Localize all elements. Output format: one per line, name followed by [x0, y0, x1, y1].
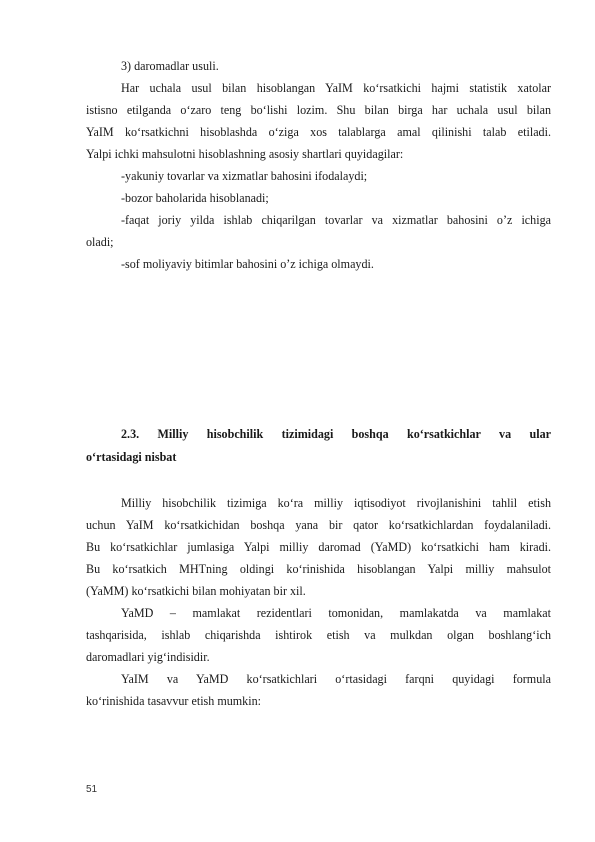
section-heading: 2.3. Milliy hisobchilik tizimidagi boshqa ko‘rsatkichlar va ular [121, 427, 551, 441]
text-line: daromadlari yig‘indisidir. [86, 650, 210, 664]
text-line: oladi; [86, 235, 114, 249]
text-line: tashqarisida, ishlab chiqarishda ishtirok etish va mulkdan olgan boshlang‘ich [86, 628, 551, 642]
text-line: istisno etilganda o‘zaro teng bo‘lishi lozim. Shu bilan birga har uchala usul bilan [86, 103, 551, 117]
text-line: uchun YaIM ko‘rsatkichidan boshqa yana bir qator ko‘rsatkichlardan foydalaniladi. [86, 518, 551, 532]
text-line: Yalpi ichki mahsulotni hisoblashning asosiy shartlari quyidagilar: [86, 147, 404, 161]
text-line: ko‘rinishida tasavvur etish mumkin: [86, 694, 261, 708]
text-line: YaIM va YaMD ko‘rsatkichlari o‘rtasidagi farqni quyidagi formula [121, 672, 551, 686]
section-heading-continued: o‘rtasidagi nisbat [86, 450, 177, 464]
text-line: Milliy hisobchilik tizimiga ko‘ra milliy iqtisodiyot rivojlanishini tahlil etish [121, 496, 551, 510]
list-item: -bozor baholarida hisoblanadi; [121, 191, 269, 205]
list-item: -sof moliyaviy bitimlar bahosini o’z ichiga olmaydi. [121, 257, 374, 271]
page-number: 51 [86, 784, 98, 795]
list-item: -yakuniy tovarlar va xizmatlar bahosini ifodalaydi; [121, 169, 368, 183]
text-line: YaMD – mamlakat rezidentlari tomonidan, mamlakatda va mamlakat [121, 606, 551, 620]
list-item: -faqat joriy yilda ishlab chiqarilgan tovarlar va xizmatlar bahosini o’z ichiga [121, 213, 551, 227]
text-line: (YaMM) ko‘rsatkichi bilan mohiyatan bir xil. [86, 584, 306, 598]
text-line: YaIM ko‘rsatkichni hisoblashda o‘ziga xos talablarga amal qilinishi talab etiladi. [86, 125, 551, 139]
text-line: Bu ko‘rsatkichlar jumlasiga Yalpi milliy daromad (YaMD) ko‘rsatkichi ham kiradi. [86, 540, 551, 554]
text-line: 3) daromadlar usuli. [121, 59, 219, 73]
text-line: Bu ko‘rsatkich MHTning oldingi ko‘rinishida hisoblangan Yalpi milliy mahsulot [86, 562, 551, 576]
text-line: Har uchala usul bilan hisoblangan YaIM ko‘rsatkichi hajmi statistik xatolar [121, 81, 551, 95]
